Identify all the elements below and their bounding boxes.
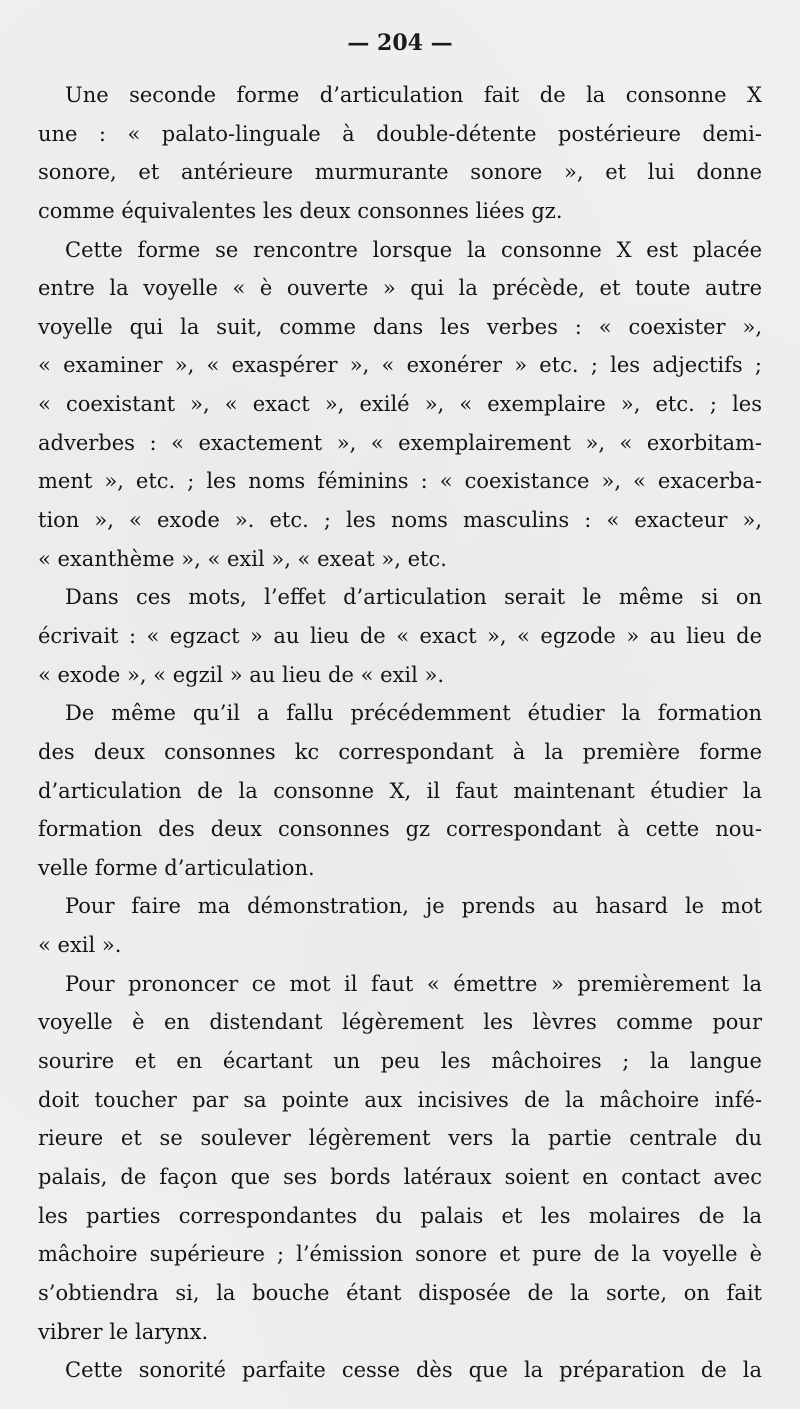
text-line: s’obtiendra si, la bouche étant disposée de la sorte, on fait xyxy=(38,1280,762,1305)
text-line: « coexistant », « exact », exilé », « exemplaire », etc. ; les xyxy=(38,392,762,417)
text-line: voyelle qui la suit, comme dans les verbes : « coexister », xyxy=(38,314,762,339)
text-line: ment », etc. ; les noms féminins : « coexistance », « exacerba- xyxy=(38,469,762,494)
text-line: « exil ». xyxy=(38,933,122,958)
text-line: écrivait : « egzact » au lieu de « exact », « egzode » au lieu de xyxy=(38,623,762,648)
text-line: sourire et en écartant un peu les mâchoires ; la langue xyxy=(38,1049,762,1074)
text-line: De même qu’il a fallu précédemment étudier la formation xyxy=(65,701,762,726)
text-line: une : « palato-linguale à double-détente postérieure demi- xyxy=(38,121,762,146)
text-line: formation des deux consonnes gz correspondant à cette nou- xyxy=(38,817,762,842)
page-number: — 204 — xyxy=(347,30,453,56)
body-text xyxy=(38,76,762,1390)
text-line: palais, de façon que ses bords latéraux soient en contact avec xyxy=(38,1164,762,1189)
text-line: voyelle è en distendant légèrement les lèvres comme pour xyxy=(38,1010,762,1035)
text-line: adverbes : « exactement », « exemplairement », « exorbitam- xyxy=(38,430,762,455)
text-line: Une seconde forme d’articulation fait de la consonne X xyxy=(65,83,762,107)
text-line: « examiner », « exaspérer », « exonérer » etc. ; les adjectifs ; xyxy=(38,353,762,378)
text-line: velle forme d’articulation. xyxy=(38,855,315,880)
text-line: des deux consonnes kc correspondant à la première forme xyxy=(38,739,762,764)
text-line: Pour faire ma démonstration, je prends au hasard le mot xyxy=(65,894,762,919)
text-line: mâchoire supérieure ; l’émission sonore et pure de la voyelle è xyxy=(38,1242,762,1267)
text-line: « exanthème », « exil », « exeat », etc. xyxy=(38,546,447,571)
text-line: tion », « exode ». etc. ; les noms masculins : « exacteur », xyxy=(38,508,762,533)
text-line: sonore, et antérieure murmurante sonore », et lui donne xyxy=(38,160,762,185)
text-line: Cette forme se rencontre lorsque la consonne X est placée xyxy=(65,237,762,262)
text-line: doit toucher par sa pointe aux incisives de la mâchoire infé- xyxy=(38,1087,762,1112)
text-line: les parties correspondantes du palais et les molaires de la xyxy=(38,1203,762,1228)
text-line: d’articulation de la consonne X, il faut maintenant étudier la xyxy=(38,778,762,803)
text-line: Cette sonorité parfaite cesse dès que la préparation de la xyxy=(65,1358,762,1383)
text-line: Dans ces mots, l’effet d’articulation serait le même si on xyxy=(65,585,762,610)
text-line: « exode », « egzil » au lieu de « exil ». xyxy=(38,662,445,687)
text-line: vibrer le larynx. xyxy=(38,1319,209,1344)
text-line: comme équivalentes les deux consonnes liées gz. xyxy=(38,198,563,223)
text-line: rieure et se soulever légèrement vers la partie centrale du xyxy=(38,1126,762,1151)
text-line: entre la voyelle « è ouverte » qui la précède, et toute autre xyxy=(38,276,762,301)
text-line: Pour prononcer ce mot il faut « émettre » premièrement la xyxy=(65,971,762,996)
